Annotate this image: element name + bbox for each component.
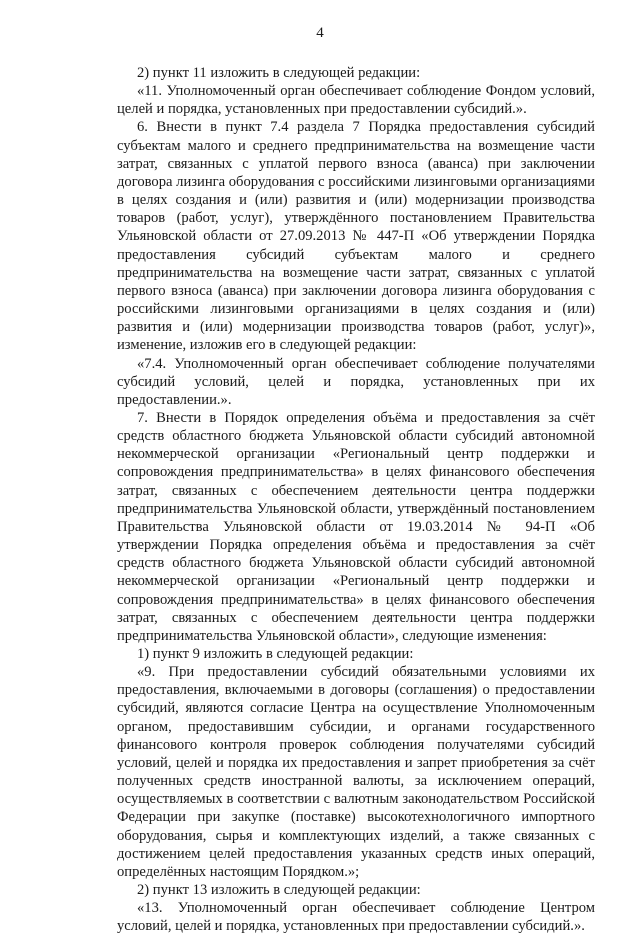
page-number: 4 [316, 25, 324, 41]
paragraph-2: «11. Уполномоченный орган обеспечивает соблюдение Фондом условий, целей и порядка, установленных при предоставлении субсидий.». [117, 83, 595, 118]
paragraph-8: 2) пункт 13 изложить в следующей редакции: [137, 882, 421, 899]
paragraph-4: «7.4. Уполномоченный орган обеспечивает соблюдение получателями субсидий условий, целей и порядка, установленных при их предоставлении.». [117, 355, 595, 408]
paragraph-5: 7. Внести в Порядок определения объёма и предоставления за счёт средств областного бюджета Ульяновской области субсидий автономной некоммерческой организации «Региональный центр поддержки и сопровождения предпринимательства» в целях финансового обеспечения затрат, связанных с обеспечением деятельности центра поддержки предпринимательства Ульяновской области, утверждённый постановлением Правительства Ульяновской области от 19.03.2014 № 94-П «Об утверждении Порядка определения объёма и предоставления за счёт средств областного бюджета Ульяновской области субсидий автономной некоммерческой организации «Региональный центр поддержки и сопровождения предпринимательства» в целях финансового обеспечения затрат, связанных с обеспечением деятельности центра поддержки предпринимательства Ульяновской области», следующие изменения: [117, 409, 595, 644]
paragraph-1: 2) пункт 11 изложить в следующей редакции: [137, 65, 421, 81]
paragraph-6: 1) пункт 9 изложить в следующей редакции: [137, 646, 414, 662]
paragraph-9: «13. Уполномоченный орган обеспечивает соблюдение Центром условий, целей и порядка, установленных при предоставлении субсидий.». [117, 900, 595, 935]
paragraph-3: 6. Внести в пункт 7.4 раздела 7 Порядка предоставления субсидий субъектам малого и среднего предпринимательства на возмещение части затрат, связанных с уплатой первого взноса (аванса) при заключении договора лизинга оборудования с российскими лизинговыми организациями в целях создания и (или) развития и (или) модернизации производства товаров (работ, услуг), утверждённого постановлением Правительства Ульяновской области от 27.09.2013 № 447-П «Об утверждении Порядка предоставления субсидий субъектам малого и среднего предпринимательства на возмещение части затрат, связанных с уплатой первого взноса (аванса) при заключении договора лизинга оборудования с российскими лизинговыми организациями в целях создания и (или) развития и (или) модернизации производства товаров (работ, услуг)», изменение, изложив его в следующей редакции: [117, 119, 595, 354]
document-body [117, 64, 595, 936]
paragraph-7: «9. При предоставлении субсидий обязательными условиями их предоставления, включаемыми в договоры (соглашения) о предоставлении субсидий, являются согласие Центра на осуществление Уполномоченным органом, предоставившим субсидии, и органами государственного финансового контроля проверок соблюдения получателями субсидий условий, целей и порядка их предоставления и запрет приобретения за счёт полученных средств иностранной валюты, за исключением операций, осуществляемых в соответствии с валютным законодательством Российской Федерации при закупке (поставке) высокотехнологичного импортного оборудования, сырья и комплектующих изделий, а также связанных с достижением целей предоставления указанных средств иных операций, определённых настоящим Порядком.»; [117, 664, 595, 880]
